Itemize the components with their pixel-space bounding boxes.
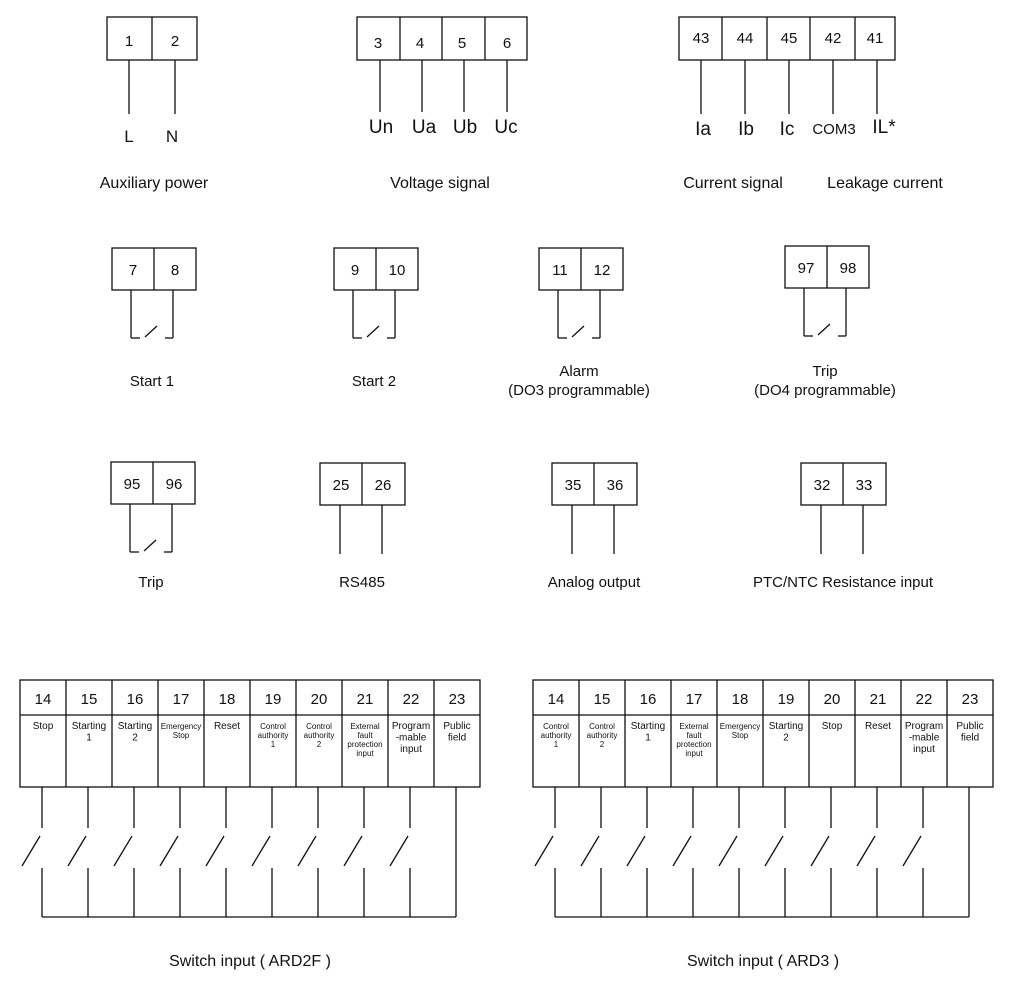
terminal-number: 33 (855, 477, 873, 494)
current-signal-block (679, 17, 943, 192)
terminal-number: 96 (165, 476, 183, 493)
relay-block (508, 248, 650, 399)
contact-blade (818, 324, 830, 335)
relay-caption: (DO3 programmable) (508, 382, 650, 399)
terminal-number: 45 (780, 30, 798, 47)
terminal-number: 8 (170, 262, 180, 279)
terminal-number: 17 (172, 691, 190, 708)
switch-blade (581, 836, 599, 866)
terminal-number: 36 (606, 477, 624, 494)
terminal-number: 22 (402, 691, 420, 708)
terminal-number: 12 (593, 262, 611, 279)
relay-caption: Trip (812, 363, 838, 380)
switch-blade (22, 836, 40, 866)
relay-outputs (111, 246, 896, 591)
input-label: 2 (783, 732, 789, 744)
voltage-signal-caption: Voltage signal (390, 175, 490, 192)
signal-label: IL* (872, 117, 896, 138)
input-label: authority (303, 731, 335, 740)
contact-blade (145, 326, 157, 337)
voltage-signal-block (357, 17, 527, 192)
input-label: 2 (599, 740, 605, 749)
input-label: fault (686, 731, 702, 740)
input-label: field (960, 732, 980, 744)
input-label: input (913, 744, 935, 755)
input-label: Starting (768, 721, 804, 732)
relay-caption: Start 1 (129, 373, 175, 390)
terminal-number: 11 (552, 262, 568, 279)
terminal-number: 41 (866, 30, 884, 47)
input-label: input (356, 749, 374, 758)
switch-blade (160, 836, 178, 866)
input-label: Control (589, 722, 615, 731)
input-label: Stop (731, 731, 749, 740)
terminal-number: 35 (564, 477, 582, 494)
terminal-number: 21 (869, 691, 887, 708)
input-label: -mable (395, 732, 427, 744)
switch-blade (627, 836, 645, 866)
terminal-number: 20 (823, 691, 841, 708)
signal-label: Ia (695, 119, 711, 140)
input-label: Emergency (160, 722, 202, 731)
contact-blade (367, 326, 379, 337)
terminal-number: 18 (218, 691, 236, 708)
current-signal-caption: Current signal (683, 175, 783, 192)
switch-input-ard2f (20, 680, 480, 970)
terminal-number: 23 (961, 691, 979, 708)
input-label: input (685, 749, 703, 758)
switch-blade (719, 836, 737, 866)
signal-label: Ub (452, 117, 478, 138)
aux-power-caption: Auxiliary power (99, 175, 209, 192)
input-label: Public (956, 721, 984, 732)
signal-label: Ic (779, 119, 795, 140)
input-label: Program (904, 721, 944, 732)
signal-label: Ua (411, 117, 437, 138)
terminal-number: 21 (356, 691, 374, 708)
switch-blade (252, 836, 270, 866)
signal-label: Un (368, 117, 394, 138)
contact-blade (572, 326, 584, 337)
input-label: Starting (630, 721, 666, 732)
input-label: Reset (213, 721, 241, 732)
relay-caption: (DO4 programmable) (754, 382, 896, 399)
input-label: 1 (270, 740, 276, 749)
two-wire-block (548, 463, 641, 591)
switch-blade (68, 836, 86, 866)
terminal-number: 19 (777, 691, 795, 708)
switch-blade (811, 836, 829, 866)
terminal-number: 6 (502, 35, 512, 52)
switch-blade (298, 836, 316, 866)
signal-label: Ib (738, 119, 754, 140)
terminal-number: 23 (448, 691, 466, 708)
input-label: field (447, 732, 467, 744)
switch-blade (206, 836, 224, 866)
terminal-number: 32 (813, 477, 831, 494)
terminal-number: 10 (388, 262, 406, 279)
input-label: Stop (821, 721, 843, 732)
terminal-number: 98 (839, 260, 857, 277)
terminal-number: 15 (80, 691, 98, 708)
switch-blade (535, 836, 553, 866)
aux-power-block (100, 17, 209, 192)
terminal-number: 1 (124, 33, 134, 50)
terminal-number: 20 (310, 691, 328, 708)
relay-block (334, 248, 418, 390)
two-wire-block (753, 463, 934, 591)
input-label: Control (306, 722, 332, 731)
input-label: 1 (86, 732, 92, 744)
terminal-number: 7 (128, 262, 138, 279)
terminal-number: 5 (457, 35, 467, 52)
terminal-number: 19 (264, 691, 282, 708)
terminal-number: 42 (824, 30, 842, 47)
signal-label: N (165, 127, 179, 146)
signal-label: Uc (494, 117, 518, 138)
terminal-number: 4 (415, 35, 425, 52)
switch-blade (344, 836, 362, 866)
relay-block (754, 246, 896, 399)
input-label: Stop (32, 721, 54, 732)
bank-caption: Switch input ( ARD3 ) (686, 953, 840, 970)
input-label: Control (543, 722, 569, 731)
signal-label: L (124, 127, 134, 146)
input-label: Reset (864, 721, 892, 732)
two-wire-terminals (320, 463, 934, 591)
terminal-number: 18 (731, 691, 749, 708)
terminal-number: 25 (332, 477, 350, 494)
signal-label: COM3 (812, 121, 856, 138)
input-label: protection (347, 740, 383, 749)
terminal-number: 22 (915, 691, 933, 708)
switch-blade (857, 836, 875, 866)
terminal-number: 9 (350, 262, 360, 279)
input-label: Control (260, 722, 286, 731)
relay-caption: Alarm (559, 363, 599, 380)
contact-blade (144, 540, 156, 551)
relay-caption: Trip (138, 574, 164, 591)
terminal-number: 14 (547, 691, 565, 708)
switch-blade (673, 836, 691, 866)
input-label: authority (257, 731, 289, 740)
input-label: protection (676, 740, 712, 749)
input-label: Stop (172, 731, 190, 740)
input-label: External (679, 722, 709, 731)
switch-blade (114, 836, 132, 866)
terminal-number: 2 (170, 33, 180, 50)
two-wire-caption: PTC/NTC Resistance input (752, 574, 934, 591)
input-label: Program (391, 721, 431, 732)
two-wire-caption: Analog output (547, 574, 641, 591)
switch-blade (765, 836, 783, 866)
switch-blade (903, 836, 921, 866)
switch-blade (390, 836, 408, 866)
terminal-number: 17 (685, 691, 703, 708)
terminal-number: 26 (374, 477, 392, 494)
input-label: authority (586, 731, 618, 740)
terminal-number: 97 (797, 260, 815, 277)
input-label: -mable (908, 732, 940, 744)
input-label: Public (443, 721, 471, 732)
relay-block (112, 248, 196, 390)
input-label: Starting (71, 721, 107, 732)
terminal-number: 44 (736, 30, 754, 47)
input-label: Emergency (719, 722, 761, 731)
terminal-number: 43 (692, 30, 710, 47)
input-label: input (400, 744, 422, 755)
input-label: authority (540, 731, 572, 740)
input-label: 2 (132, 732, 138, 744)
relay-block (111, 462, 195, 591)
terminal-number: 16 (126, 691, 144, 708)
input-label: fault (357, 731, 373, 740)
leakage-current-caption: Leakage current (827, 175, 943, 192)
bank-caption: Switch input ( ARD2F ) (169, 953, 331, 970)
input-label: 2 (316, 740, 322, 749)
two-wire-block (320, 463, 405, 591)
relay-caption: Start 2 (351, 373, 397, 390)
two-wire-caption: RS485 (339, 574, 385, 591)
terminal-number: 16 (639, 691, 657, 708)
terminal-number: 3 (373, 35, 383, 52)
terminal-number: 14 (34, 691, 52, 708)
input-label: Starting (117, 721, 153, 732)
terminal-number: 15 (593, 691, 611, 708)
input-label: 1 (645, 732, 651, 744)
input-label: 1 (553, 740, 559, 749)
input-label: External (350, 722, 380, 731)
terminal-number: 95 (123, 476, 141, 493)
switch-input-ard3 (533, 680, 993, 970)
